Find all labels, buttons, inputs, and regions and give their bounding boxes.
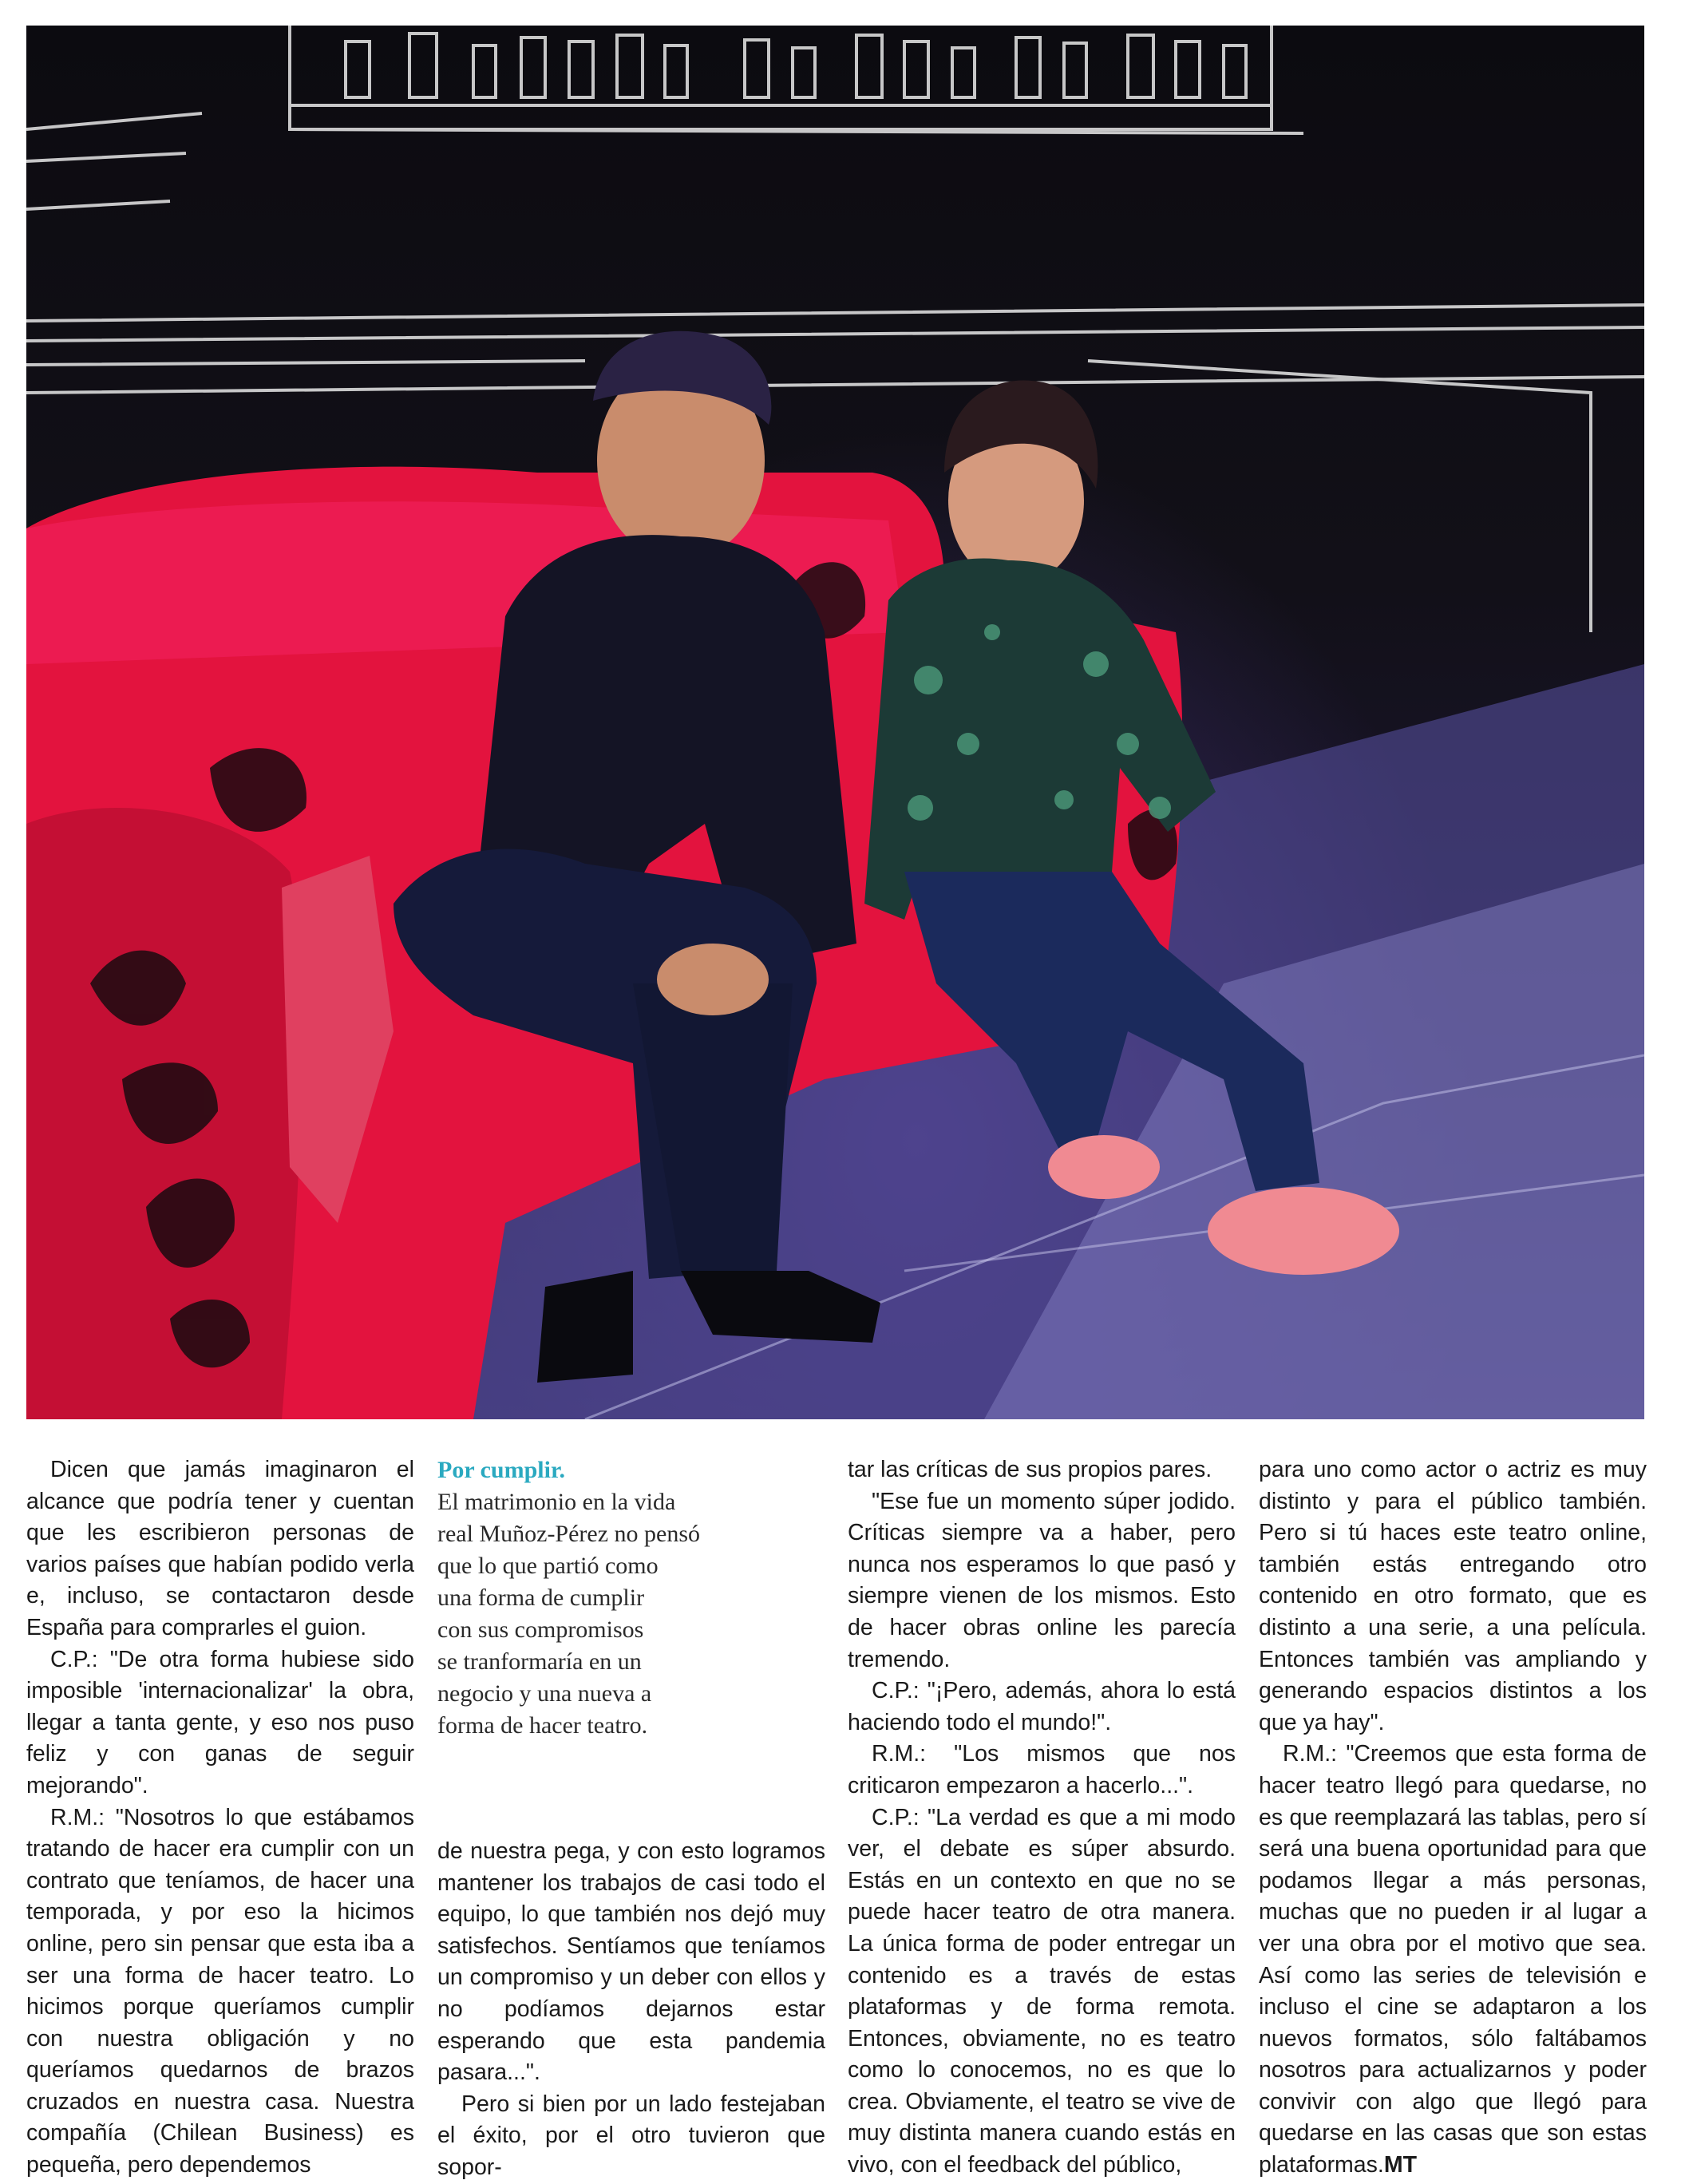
paragraph: R.M.: "Nosotros lo que estábamos tratando de hacer era cumplir con un contrato que teníamos, de hacer una temporada, y por eso la hicimos online, pero sin pensar que esta iba a ser una forma de hacer teatro. Lo hicimos porque queríamos cumplir con nuestra obligación y no queríamos quedarnos de brazos cruzados en nuestra casa. Nuestra compañía (Chilean Business) es pequeña, pero dependemos [26,1804,414,2178]
paragraph: para uno como actor o actriz es muy distinto y para el público también. Pero si tú haces este teatro online, también estás entregando otro contenido en otro formato, que es distinto a una serie, a una película. Entonces también vas ampliando y generando espacios distintos a los que ya hay". [1259,1457,1647,1735]
signoff-mark: MT [1383,2152,1417,2178]
article-column-3 [848,1454,1236,2182]
paragraph: Pero si bien por un lado festejaban el éxito, por el otro tuvieron que sopor- [437,2091,825,2180]
paragraph: Dicen que jamás imaginaron el alcance que podría tener y cuentan que les escribieron personas de varios países que habían podido verla e, incluso, se contactaron desde España para comprarles el guion. [26,1457,414,1640]
paragraph: C.P.: "De otra forma hubiese sido imposible 'internacionalizar' la obra, llegar a tanta gente, y eso nos puso feliz y con ganas de seguir mejorando". [26,1646,414,1798]
paragraph: C.P.: "La verdad es que a mi modo ver, el debate es súper absurdo. Estás en un contexto en que no se puede hacer teatro de otra manera. La única forma de poder entregar un contenido es a través de estas plataformas y de forma remota. Entonces, obviamente, no es teatro como lo conocemos, no es que lo crea. Obviamente, el teatro se vive de muy distinta manera cuando estás en vivo, con el feedback del público, [848,1804,1236,2178]
pullquote [437,1454,825,1742]
pullquote-line: El matrimonio en la vida [437,1489,676,1515]
pullquote-line: que lo que partió como [437,1553,659,1579]
pullquote-line: se tranformaría en un [437,1648,642,1675]
paragraph: tar las críticas de sus propios pares. [848,1457,1212,1482]
stage-scene-illustration [26,26,1644,1419]
article-column-4 [1259,1454,1647,2182]
pullquote-line: una forma de cumplir [437,1585,645,1611]
pullquote-title: Por cumplir. [437,1457,566,1483]
paragraph: C.P.: "¡Pero, además, ahora lo está haciendo todo el mundo!". [848,1678,1236,1735]
article-column-1 [26,1454,414,2182]
pullquote-line: negocio y una nueva a [437,1680,652,1707]
pullquote-line: real Muñoz-Pérez no pensó [437,1521,701,1547]
paragraph [1259,1739,1647,2181]
pullquote-line: forma de hacer teatro. [437,1712,648,1739]
paragraph: "Ese fue un momento súper jodido. Críticas siempre va a haber, pero nunca nos esperamos lo que pasó y siempre vienen de los mismos. Esto de hacer obras online les parecía tremendo. [848,1488,1236,1672]
article-column-2 [437,1836,825,2184]
pullquote-line: con sus compromisos [437,1616,644,1643]
pullquote-text [437,1486,773,1742]
paragraph: R.M.: "Los mismos que nos criticaron empezaron a hacerlo...". [848,1741,1236,1798]
paragraph: de nuestra pega, y con esto logramos mantener los trabajos de casi todo el equipo, lo que también nos dejó muy satisfechos. Sentíamos que teníamos un compromiso y un deber con ellos y no podíamos dejarnos estar esperando que esta pandemia pasara...". [437,1838,825,2086]
paragraph-text: R.M.: "Creemos que esta forma de hacer teatro llegó para quedarse, no es que reemplazará las tablas, pero sí será una buena oportunidad para que podamos llegar a más personas, muchas que no pueden ir al lugar a ver una obra por el motivo que sea. Así como las series de televisión e incluso el cine se adaptaron a los nuevos formatos, sólo faltábamos nosotros para actualizarnos y poder convivir con algo que llegó para quedarse en las casas que son estas plataformas. [1259,1741,1647,2178]
article-photo [26,26,1644,1419]
